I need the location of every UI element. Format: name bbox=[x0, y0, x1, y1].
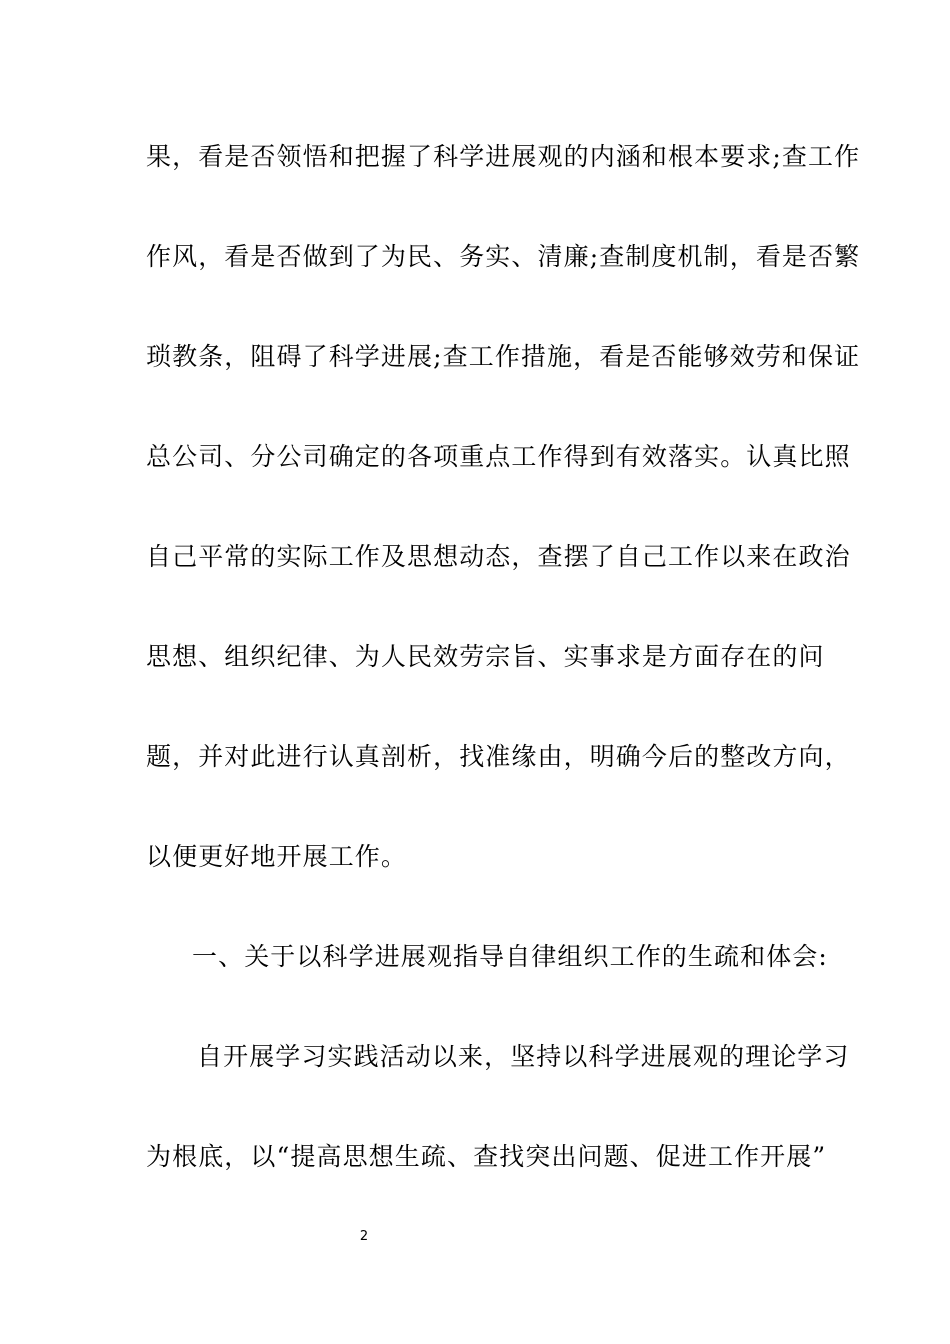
page-number: 2 bbox=[359, 1229, 369, 1244]
text-line: 琐教条，阻碍了科学进展;查工作措施，看是否能够效劳和保证 bbox=[146, 342, 861, 371]
text-line: 作风，看是否做到了为民、务实、清廉;查制度机制，看是否繁 bbox=[146, 242, 861, 271]
text-line: 果，看是否领悟和把握了科学进展观的内涵和根本要求;查工作 bbox=[146, 142, 861, 171]
text-line: 总公司、分公司确定的各项重点工作得到有效落实。认真比照 bbox=[146, 442, 851, 471]
section-heading: 一、关于以科学进展观指导自律组织工作的生疏和体会: bbox=[192, 942, 828, 971]
paragraph-line: 为根底，以“提高思想生疏、查找突出问题、促进工作开展” bbox=[146, 1142, 827, 1171]
text-line: 以便更好地开展工作。 bbox=[146, 842, 408, 871]
text-line: 思想、组织纪律、为人民效劳宗旨、实事求是方面存在的问 bbox=[146, 642, 825, 671]
text-line: 题，并对此进行认真剖析，找准缘由，明确今后的整改方向， bbox=[146, 742, 851, 771]
paragraph-line: 自开展学习实践活动以来，坚持以科学进展观的理论学习 bbox=[197, 1042, 850, 1071]
text-line: 自己平常的实际工作及思想动态，查摆了自己工作以来在政治 bbox=[146, 542, 851, 571]
